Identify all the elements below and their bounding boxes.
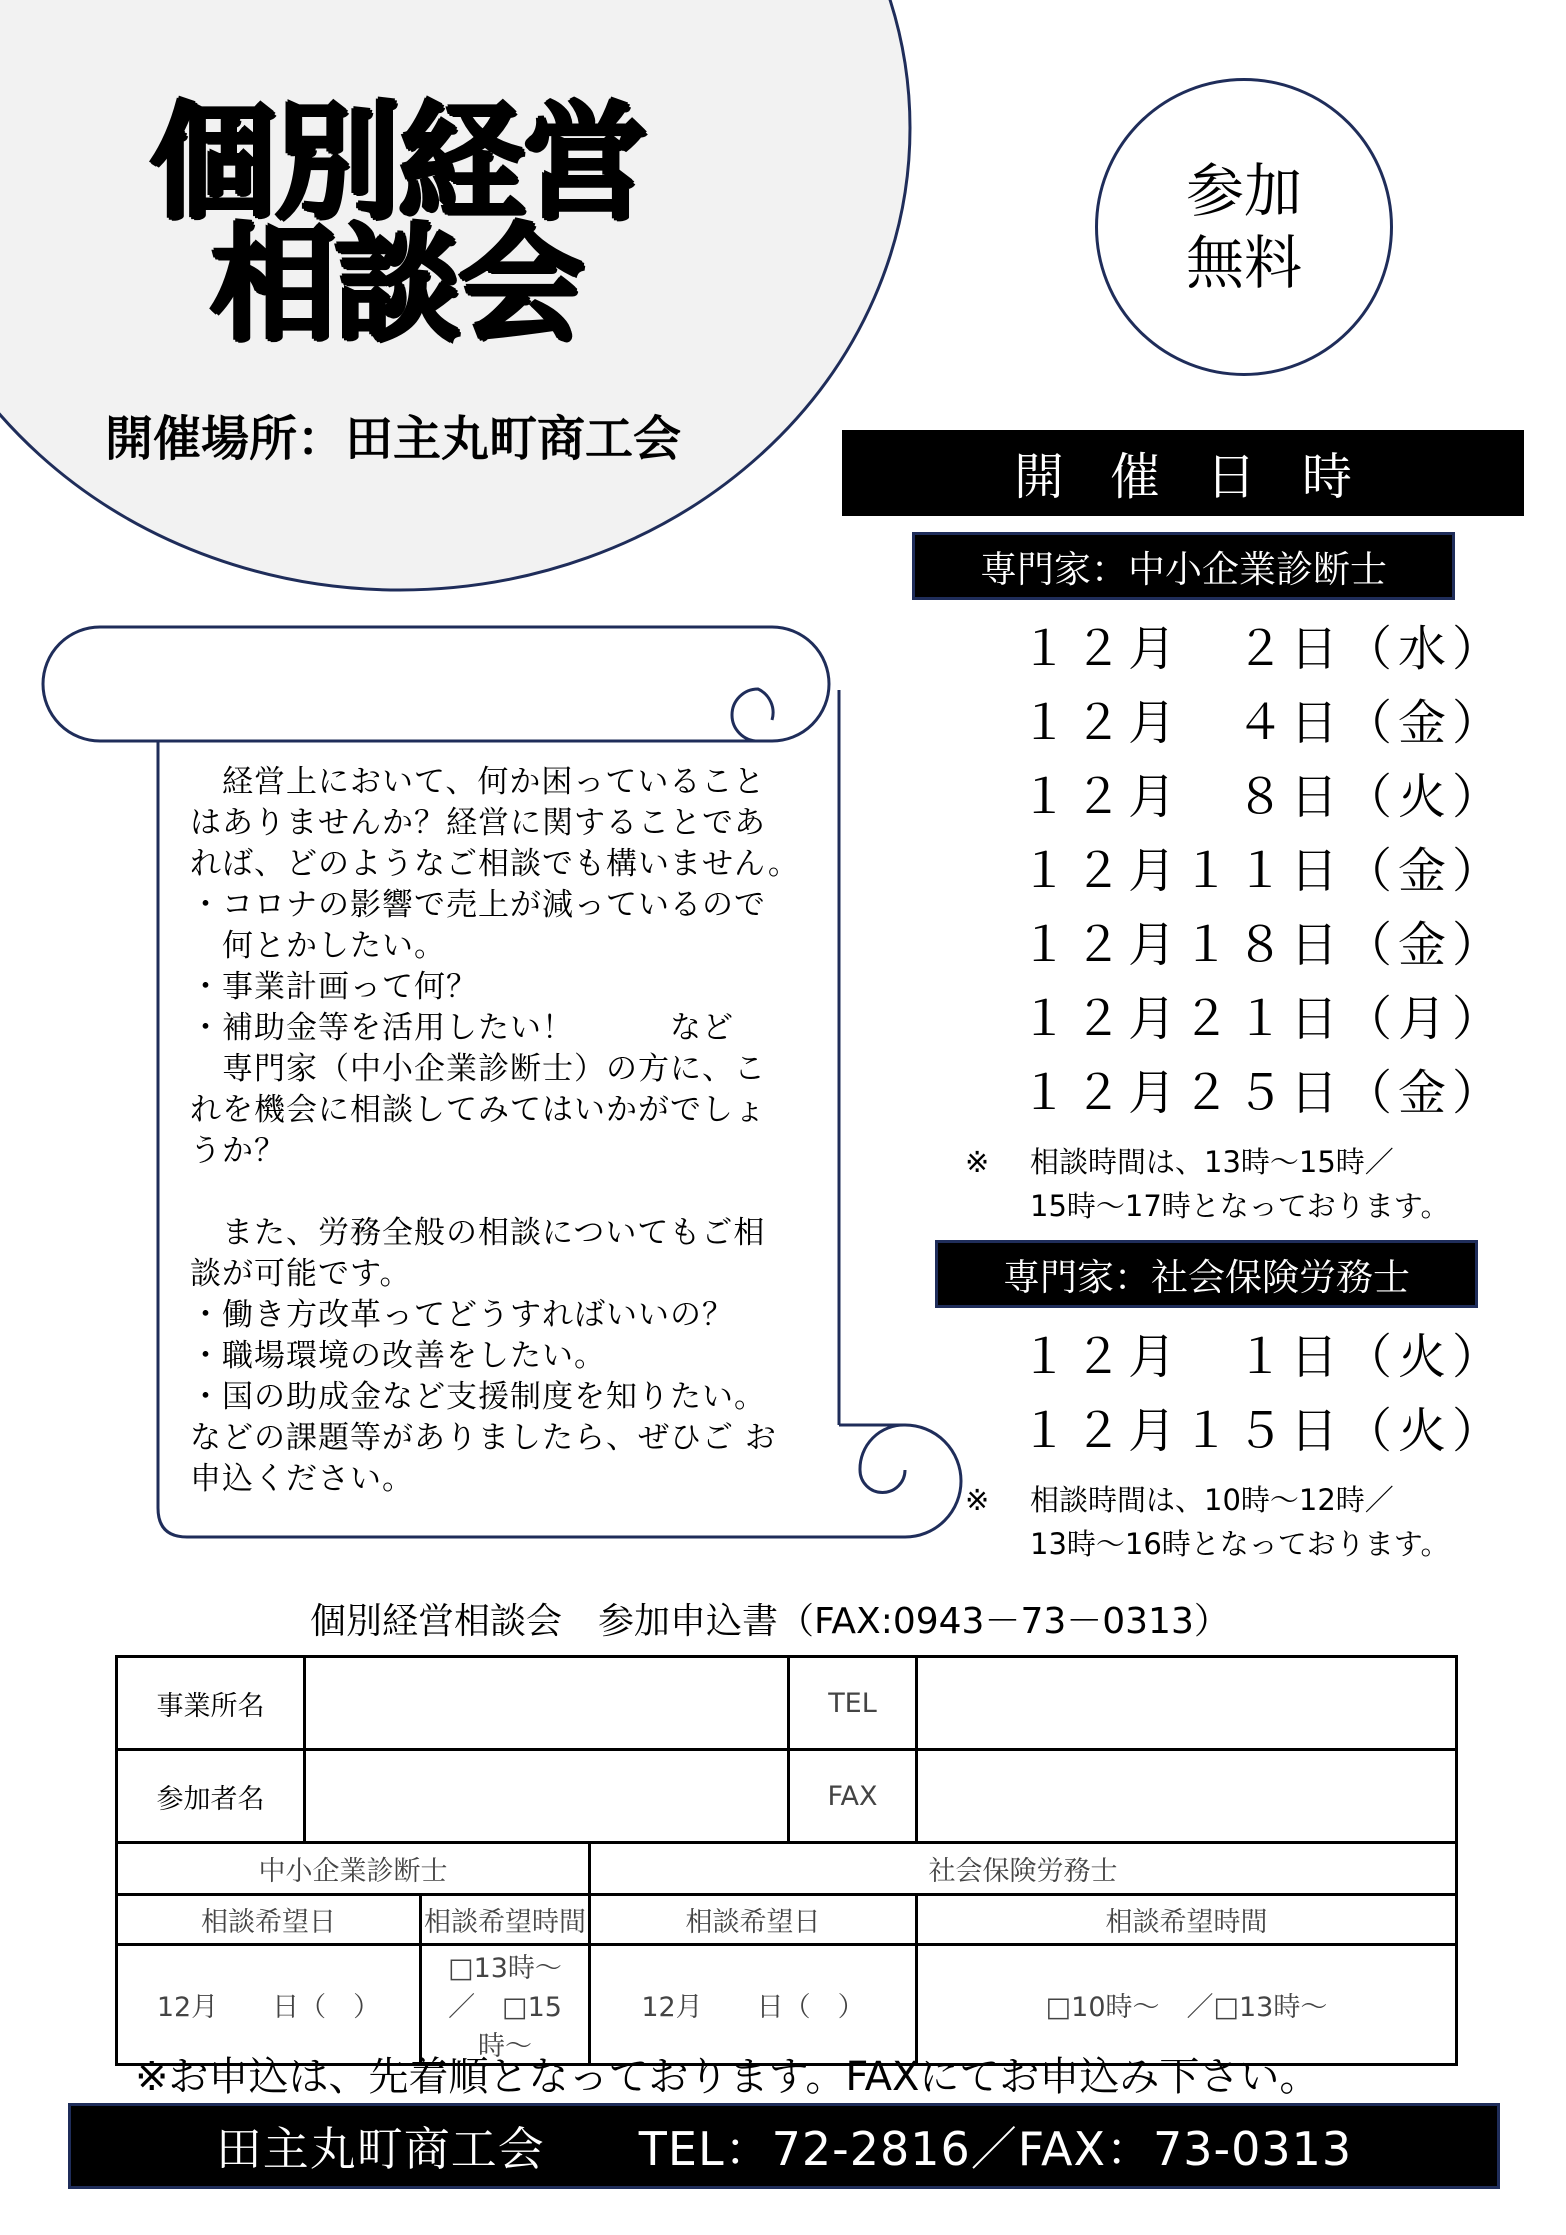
description-line: [190, 1172, 820, 1213]
description-line: 申込ください。: [190, 1461, 414, 1497]
free-badge-line-2: 無料: [1185, 229, 1302, 297]
description-line: れを機会に相談してみてはいかがでしょ: [190, 1092, 766, 1128]
form-title: 個別経営相談会 参加申込書（FAX:0943－73－0313）: [310, 1601, 1230, 1642]
sme-expert-label: 専門家：中小企業診断士: [912, 532, 1455, 600]
sme-dates: [1020, 612, 1506, 1130]
sme-date: １２月２５日（金）: [1020, 1065, 1507, 1121]
description-line: ・職場環境の改善をしたい。: [190, 1338, 606, 1374]
sme-time-field[interactable]: □13時〜 ／ □15時〜: [421, 1945, 590, 2065]
description-line: うか？: [190, 1133, 286, 1169]
schedule-heading: 開催日時: [842, 430, 1524, 516]
sme-time-header: 相談希望時間: [421, 1895, 590, 1945]
labor-time-header: 相談希望時間: [917, 1895, 1457, 1945]
title-line-1: 個別経営: [150, 89, 646, 236]
footer-bar: [68, 2103, 1500, 2189]
title-line-2: 相談会: [210, 211, 582, 358]
sme-date: １２月 ４日（金）: [1020, 695, 1507, 751]
tel-field[interactable]: [917, 1657, 1457, 1750]
fax-label: FAX: [789, 1750, 917, 1843]
description-line: ・国の助成金など支援制度を知りたい。: [190, 1379, 766, 1415]
description-line: また、労務全般の相談についてもご相: [190, 1215, 766, 1251]
sme-note-line-2: 15時〜17時となっております。: [1030, 1189, 1450, 1223]
participant-name-label: 参加者名: [117, 1750, 305, 1843]
labor-note-mark: ※: [965, 1483, 990, 1517]
business-name-label: 事業所名: [117, 1657, 305, 1750]
sme-note: [1030, 1140, 1449, 1228]
description-line: 何とかしたい。: [190, 928, 446, 964]
free-badge-line-1: 参加: [1185, 156, 1302, 225]
sme-date-field[interactable]: 12月 日（ ）: [117, 1945, 421, 2065]
sme-date: １２月２１日（月）: [1020, 991, 1507, 1047]
labor-time-field[interactable]: □10時〜 ／□13時〜: [917, 1945, 1457, 2065]
sme-date: １２月 ８日（火）: [1020, 769, 1507, 825]
labor-dates: [1020, 1320, 1506, 1468]
sme-note-mark: ※: [965, 1145, 990, 1179]
labor-date-header: 相談希望日: [590, 1895, 917, 1945]
description-line: 談が可能です。: [190, 1256, 412, 1292]
consultation-description: [190, 762, 820, 1500]
description-line: はありませんか？経営に関することであ: [190, 805, 766, 841]
fax-field[interactable]: [917, 1750, 1457, 1843]
description-line: ・補助金等を活用したい！ など: [190, 1010, 734, 1046]
labor-note-line-2: 13時〜16時となっております。: [1030, 1527, 1450, 1561]
labor-note-line-1: 相談時間は、10時〜12時／: [1030, 1483, 1394, 1517]
footer-organization: 田主丸町商工会: [215, 2122, 545, 2176]
labor-date-field[interactable]: 12月 日（ ）: [590, 1945, 917, 2065]
labor-date: １２月１５日（火）: [1020, 1403, 1507, 1459]
application-form: [115, 1655, 1458, 2066]
labor-expert-label: 専門家：社会保険労務士: [935, 1240, 1478, 1308]
footer-contact: TEL：72-2816／FAX：73-0313: [638, 2122, 1353, 2176]
description-line: 経営上において、何か困っていること: [190, 764, 766, 800]
free-badge: [1095, 78, 1393, 376]
description-line: ・働き方改革ってどうすればいいの？: [190, 1297, 734, 1333]
sme-header: 中小企業診断士: [117, 1843, 590, 1895]
sme-date: １２月１１日（金）: [1020, 843, 1507, 899]
labor-date: １２月 １日（火）: [1020, 1329, 1507, 1385]
sme-date: １２月 ２日（水）: [1020, 621, 1507, 677]
sme-date: １２月１８日（金）: [1020, 917, 1507, 973]
description-line: ・事業計画って何？: [190, 969, 478, 1005]
labor-note: [1030, 1478, 1449, 1566]
venue: 開催場所：田主丸町商工会: [105, 411, 682, 467]
description-line: 専門家（中小企業診断士）の方に、こ: [190, 1051, 766, 1087]
labor-header: 社会保険労務士: [590, 1843, 1457, 1895]
tel-label: TEL: [789, 1657, 917, 1750]
description-line: ・コロナの影響で売上が減っているので: [190, 887, 766, 923]
sme-date-header: 相談希望日: [117, 1895, 421, 1945]
participant-name-field[interactable]: [305, 1750, 789, 1843]
sme-note-line-1: 相談時間は、13時〜15時／: [1030, 1145, 1394, 1179]
description-line: れば、どのようなご相談でも構いません。: [190, 846, 800, 882]
description-line: などの課題等がありましたら、ぜひご お: [190, 1420, 777, 1456]
application-footnote: ※お申込は、先着順となっております。FAXにてお申込み下さい。: [135, 2054, 1320, 2100]
business-name-field[interactable]: [305, 1657, 789, 1750]
